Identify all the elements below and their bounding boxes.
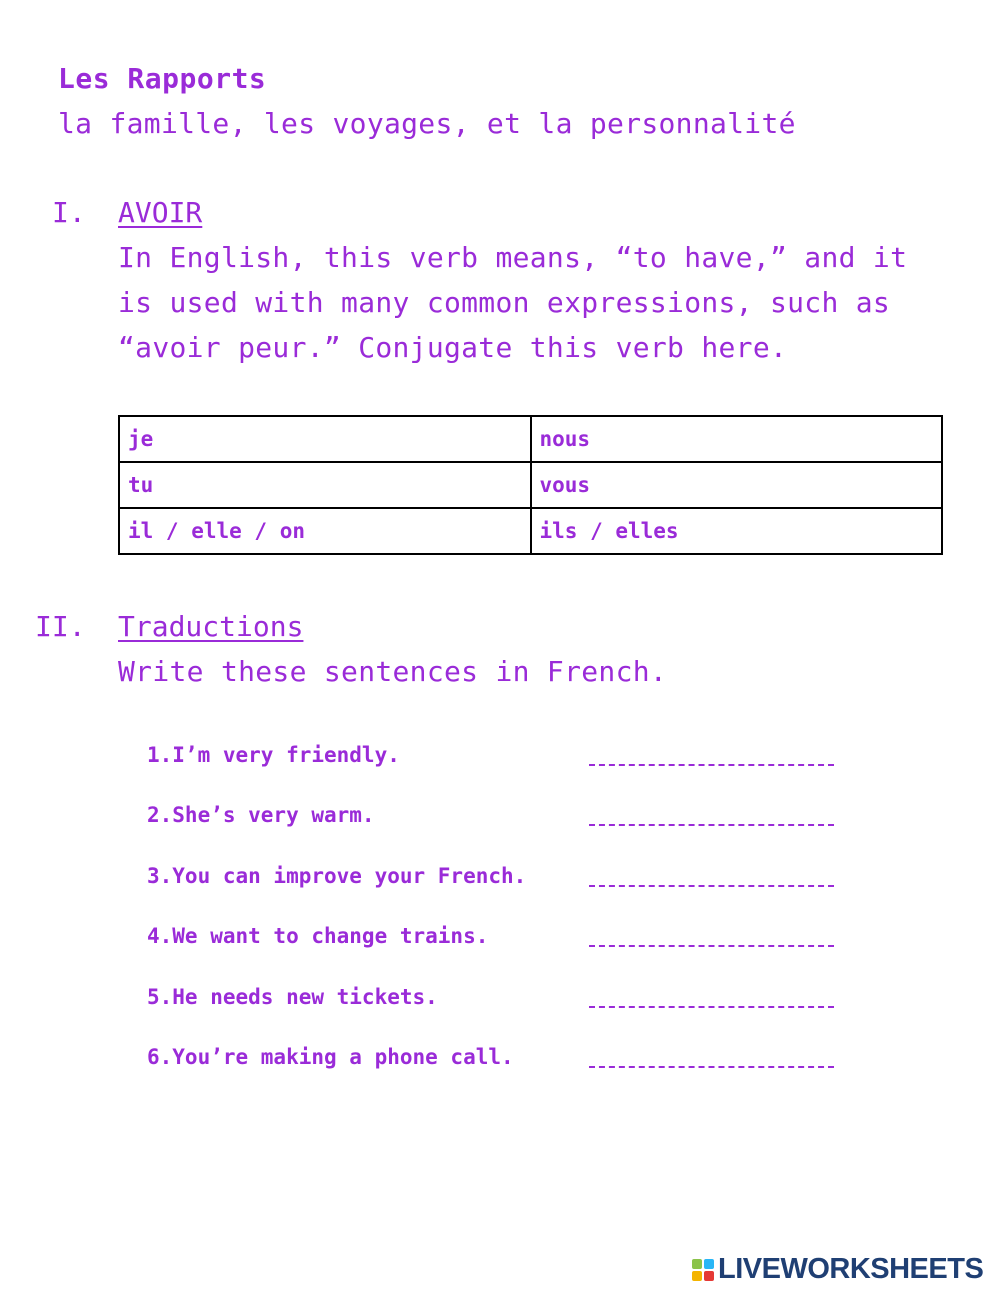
conjugation-cell-il-elle-on[interactable]: il / elle / on xyxy=(119,508,531,554)
section-2-title: Traductions xyxy=(118,610,304,643)
answer-blank-5[interactable] xyxy=(589,990,834,1008)
translation-prompt: 3.You can improve your French. xyxy=(147,863,527,888)
logo-square xyxy=(692,1271,702,1281)
instruction-line: is used with many common expressions, such as xyxy=(118,286,891,319)
logo-square xyxy=(704,1259,714,1269)
instruction-line: In English, this verb means, “to have,” and it xyxy=(118,241,908,274)
conjugation-cell-ils-elles[interactable]: ils / elles xyxy=(531,508,943,554)
section-1-instructions xyxy=(118,235,948,370)
logo-square xyxy=(704,1271,714,1281)
conjugation-cell-je[interactable]: je xyxy=(119,416,531,462)
brand-name: LIVEWORKSHEETS xyxy=(718,1253,984,1285)
instruction-line: Write these sentences in French. xyxy=(118,655,668,688)
answer-blank-2[interactable] xyxy=(589,808,834,826)
section-1-title: AVOIR xyxy=(118,196,203,229)
answer-blank-1[interactable] xyxy=(589,748,834,766)
section-1-number: I. xyxy=(52,196,86,229)
list-item xyxy=(147,916,867,976)
liveworksheets-brand xyxy=(692,1253,983,1286)
translation-prompt: 6.You’re making a phone call. xyxy=(147,1044,514,1069)
list-item xyxy=(147,977,867,1037)
section-2-number: II. xyxy=(35,610,86,643)
table-row xyxy=(119,508,942,554)
list-item xyxy=(147,856,867,916)
translation-prompt: 2.She’s very warm. xyxy=(147,803,375,828)
conjugation-table xyxy=(118,415,943,555)
translation-prompt: 4.We want to change trains. xyxy=(147,924,489,949)
table-row xyxy=(119,416,942,462)
section-2-instructions xyxy=(118,649,948,694)
instruction-line: “avoir peur.” Conjugate this verb here. xyxy=(118,331,788,364)
worksheet-title: Les Rapports xyxy=(58,62,267,95)
conjugation-cell-tu[interactable]: tu xyxy=(119,462,531,508)
conjugation-cell-nous[interactable]: nous xyxy=(531,416,943,462)
translation-prompt: 5.He needs new tickets. xyxy=(147,984,438,1009)
answer-blank-6[interactable] xyxy=(589,1050,834,1068)
worksheet-subtitle: la famille, les voyages, et la personnalité xyxy=(58,107,796,140)
logo-square xyxy=(692,1259,702,1269)
answer-blank-3[interactable] xyxy=(589,869,834,887)
translation-prompt: 1.I’m very friendly. xyxy=(147,743,400,767)
answer-blank-4[interactable] xyxy=(589,929,834,947)
table-row xyxy=(119,462,942,508)
conjugation-cell-vous[interactable]: vous xyxy=(531,462,943,508)
translation-list xyxy=(147,735,867,1097)
list-item xyxy=(147,795,867,855)
list-item xyxy=(147,1037,867,1097)
liveworksheets-logo-icon xyxy=(692,1259,714,1281)
list-item xyxy=(147,735,867,795)
